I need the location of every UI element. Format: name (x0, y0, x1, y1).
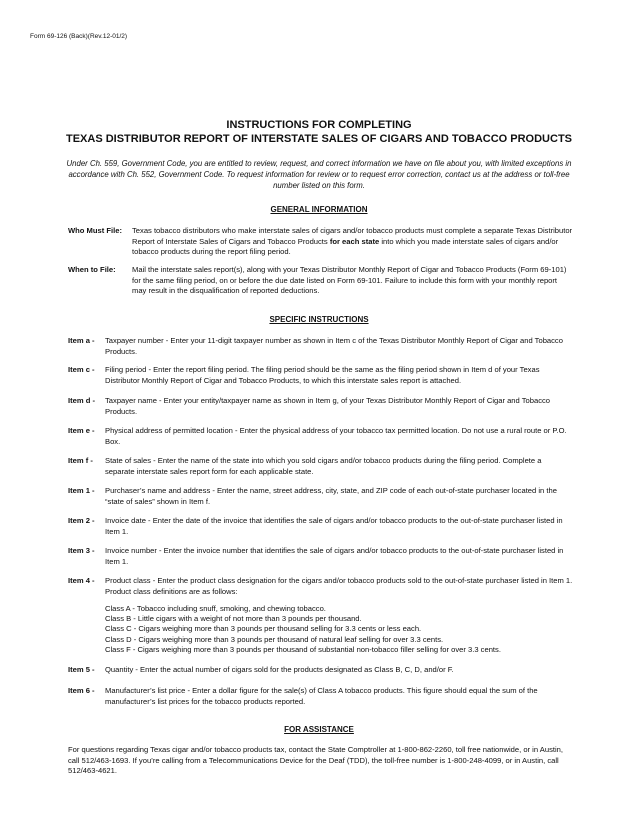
item-2-instruction (68, 516, 573, 537)
item-text: State of sales - Enter the name of the state into which you sold cigars and/or tobacco products during the filing period. Complete a separate interstate sales report form for each applicable state. (105, 456, 542, 476)
document-title-line-1: INSTRUCTIONS FOR COMPLETING (226, 119, 412, 131)
privacy-notice: Under Ch. 559, Government Code, you are entitled to review, request, and correct information we have on file about you, with limited exceptions in accordance with Ch. 552, Government Code. To request information for review or to request error correction, contact us at the address or toll-free number listed on this form. (66, 159, 572, 190)
item-6-instruction (68, 686, 573, 707)
item-label: Item d - (68, 396, 96, 405)
when-to-file-label: When to File: (68, 265, 116, 274)
assistance-text: For questions regarding Texas cigar and/or tobacco products tax, contact the State Comptroller at 1-800-862-2260, toll free nationwide, or in Austin, call 512/463-1693. If you’re calling from a Telecommunications Device for the Deaf (TDD), the toll-free number is 1-800-248-4099, or in Austin, call 512/463-4621. (68, 745, 563, 775)
item-text: Physical address of permitted location - Enter the physical address of your tobacco tax permitted location. Do not use a rural route or P.O. Box. (105, 426, 567, 446)
item-a-instruction (68, 336, 573, 357)
document-title-line-2: TEXAS DISTRIBUTOR REPORT OF INTERSTATE SALES OF CIGARS AND TOBACCO PRODUCTS (65, 133, 573, 145)
item-label: Item 1 - (68, 486, 95, 495)
item-label: Item f - (68, 456, 93, 465)
item-label: Item 3 - (68, 546, 95, 555)
for-assistance-heading: FOR ASSISTANCE (284, 725, 354, 734)
item-text: Invoice date - Enter the date of the invoice that identifies the sale of cigars and/or tobacco products to the out-of-state purchaser listed in Item 1. (105, 516, 563, 536)
who-must-file-text: Texas tobacco distributors who make interstate sales of cigars and/or tobacco products must complete a separate Texas Distributor Report of Interstate Sales of Cigars and Tobacco Products for each state into which you made interstate sales of cigars and/or tobacco products during the report filing period. (132, 226, 573, 256)
when-to-file-section (68, 265, 573, 297)
form-number: Form 69-126 (Back)(Rev.12-01/2) (30, 33, 128, 40)
item-text: Product class - Enter the product class designation for the cigars and/or tobacco products sold to the out-of-state purchaser listed in Item 1. Product class definitions are as follows: (105, 576, 573, 596)
who-must-file-section (68, 226, 573, 258)
item-label: Item 5 - (68, 665, 95, 674)
class-b-definition: Class B - Little cigars with a weight of not more than 3 pounds per thousand. (105, 614, 362, 624)
class-c-definition: Class C - Cigars weighing more than 3 pounds per thousand selling for 3.3 cents or less each. (105, 624, 422, 634)
class-d-definition: Class D - Cigars weighing more than 3 pounds per thousand of natural leaf selling for over 3.3 cents. (105, 634, 444, 644)
item-3-instruction (68, 546, 573, 567)
item-text: Purchaser’s name and address - Enter the name, street address, city, state, and ZIP code of each out-of-state purchaser located in the “state of sales” shown in Item f. (105, 486, 557, 506)
class-f-definition: Class F - Cigars weighing more than 3 pounds per thousand of substantial non-tobacco filler selling for over 3.3 cents. (105, 644, 501, 654)
item-label: Item 2 - (68, 516, 95, 525)
item-text: Taxpayer number - Enter your 11-digit taxpayer number as shown in Item c of the Texas Distributor Monthly Report of Cigar and Tobacco Products. (105, 336, 563, 356)
class-a-definition: Class A - Tobacco including snuff, smoking, and chewing tobacco. (105, 604, 326, 613)
product-class-list (105, 604, 501, 655)
item-text: Filing period - Enter the report filing period. The filing period should be the same as the filing period shown in Item d of your Texas Distributor Monthly Report of Cigar and Tobacco Products, to which this interstate sales report is attached. (105, 365, 540, 385)
when-to-file-text: Mail the interstate sales report(s), along with your Texas Distributor Monthly Report of Cigar and Tobacco Products (Form 69-101) for the same filing period, on or before the due date listed on Form 69-101. Failure to include this form with your monthly report may result in the disqualification of reported deductions. (132, 265, 567, 295)
item-text: Manufacturer’s list price - Enter a dollar figure for the sale(s) of Class A tobacco products. This figure should equal the sum of the manufacturer’s list prices for the tobacco products reported. (105, 686, 538, 706)
item-4-instruction (68, 576, 573, 597)
item-text: Invoice number - Enter the invoice number that identifies the sale of cigars and/or tobacco products to the out-of-state purchaser listed in Item 1. (105, 546, 564, 566)
item-f-instruction (68, 456, 573, 477)
item-d-instruction (68, 396, 573, 417)
item-label: Item a - (68, 336, 95, 345)
item-text: Taxpayer name - Enter your entity/taxpayer name as shown in Item g, of your Texas Distributor Monthly Report of Cigar and Tobacco Products. (105, 396, 551, 416)
general-information-heading: GENERAL INFORMATION (270, 205, 368, 214)
item-c-instruction (68, 365, 573, 386)
item-text: Quantity - Enter the actual number of cigars sold for the products designated as Class B, C, D, and/or F. (105, 665, 454, 674)
item-e-instruction (68, 426, 573, 447)
item-label: Item 4 - (68, 576, 95, 585)
item-5-instruction (68, 665, 573, 676)
item-label: Item e - (68, 426, 95, 435)
item-label: Item c - (68, 365, 95, 374)
item-label: Item 6 - (68, 686, 95, 695)
item-1-instruction (68, 486, 573, 507)
who-must-file-label: Who Must File: (68, 226, 122, 235)
for-each-state-emphasis: for each state (329, 236, 380, 246)
specific-instructions-heading: SPECIFIC INSTRUCTIONS (269, 315, 369, 324)
